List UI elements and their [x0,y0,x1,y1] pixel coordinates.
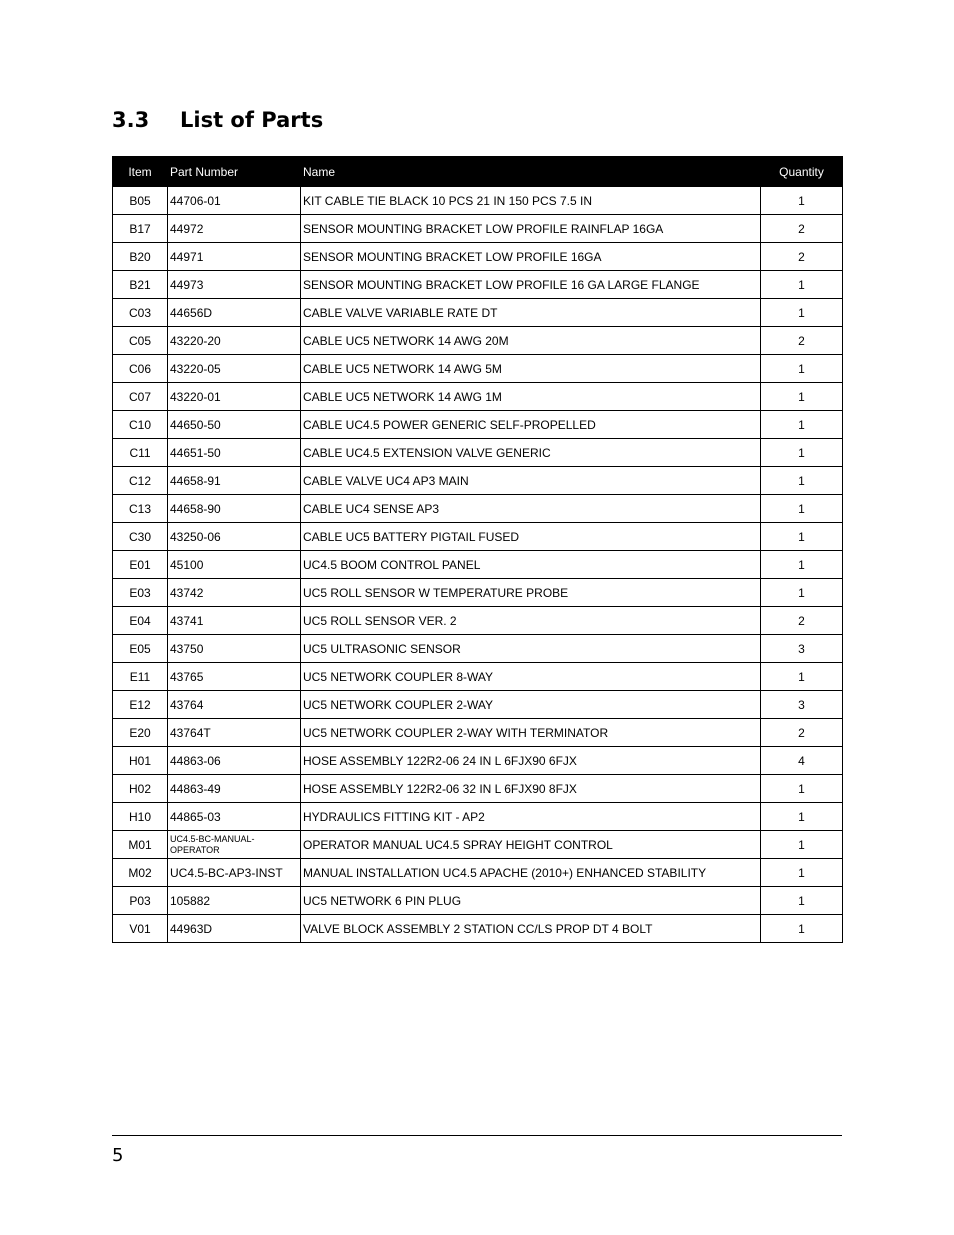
table-row [113,523,843,551]
cell-item: V01 [113,915,168,943]
cell-item: C10 [113,411,168,439]
table-row [113,551,843,579]
cell-item: H01 [113,747,168,775]
cell-part-number: 44651-50 [168,439,301,467]
cell-part-number: UC4.5-BC-MANUAL-OPERATOR [168,831,301,859]
table-row [113,299,843,327]
table-row [113,355,843,383]
header-name: Name [301,157,761,187]
cell-quantity: 1 [761,803,843,831]
cell-part-number: UC4.5-BC-AP3-INST [168,859,301,887]
cell-name: UC5 NETWORK 6 PIN PLUG [301,887,761,915]
cell-quantity: 1 [761,495,843,523]
table-row [113,775,843,803]
cell-quantity: 2 [761,327,843,355]
table-row [113,663,843,691]
table-row [113,579,843,607]
cell-name: MANUAL INSTALLATION UC4.5 APACHE (2010+) ENHANCED STABILITY [301,859,761,887]
cell-item: E20 [113,719,168,747]
cell-name: SENSOR MOUNTING BRACKET LOW PROFILE RAINFLAP 16GA [301,215,761,243]
cell-part-number: 43741 [168,607,301,635]
cell-name: CABLE VALVE UC4 AP3 MAIN [301,467,761,495]
table-row [113,383,843,411]
cell-quantity: 1 [761,439,843,467]
cell-name: CABLE UC5 BATTERY PIGTAIL FUSED [301,523,761,551]
cell-name: CABLE UC5 NETWORK 14 AWG 1M [301,383,761,411]
table-row [113,803,843,831]
table-row [113,243,843,271]
cell-item: C11 [113,439,168,467]
table-row [113,691,843,719]
header-quantity: Quantity [761,157,843,187]
cell-part-number: 43250-06 [168,523,301,551]
cell-part-number: 43750 [168,635,301,663]
section-title: List of Parts [180,108,324,132]
cell-name: OPERATOR MANUAL UC4.5 SPRAY HEIGHT CONTROL [301,831,761,859]
cell-quantity: 1 [761,187,843,215]
cell-part-number: 44706-01 [168,187,301,215]
cell-part-number: 44865-03 [168,803,301,831]
section-number: 3.3 [112,108,150,132]
cell-item: C03 [113,299,168,327]
cell-quantity: 1 [761,859,843,887]
cell-quantity: 1 [761,551,843,579]
table-row [113,215,843,243]
cell-item: E04 [113,607,168,635]
cell-part-number: 44656D [168,299,301,327]
parts-table-body [113,187,843,943]
cell-quantity: 1 [761,271,843,299]
cell-part-number: 43765 [168,663,301,691]
cell-item: B20 [113,243,168,271]
table-row [113,719,843,747]
cell-name: HYDRAULICS FITTING KIT - AP2 [301,803,761,831]
cell-name: CABLE UC5 NETWORK 14 AWG 20M [301,327,761,355]
table-row [113,747,843,775]
cell-quantity: 1 [761,775,843,803]
cell-item: M02 [113,859,168,887]
cell-part-number: 43764 [168,691,301,719]
cell-part-number: 44971 [168,243,301,271]
footer-rule [112,1135,842,1136]
cell-quantity: 2 [761,243,843,271]
table-row [113,915,843,943]
cell-name: UC5 ULTRASONIC SENSOR [301,635,761,663]
cell-quantity: 1 [761,299,843,327]
cell-name: UC5 NETWORK COUPLER 2-WAY [301,691,761,719]
cell-part-number: 43742 [168,579,301,607]
cell-quantity: 2 [761,607,843,635]
cell-quantity: 1 [761,523,843,551]
cell-item: H02 [113,775,168,803]
cell-quantity: 1 [761,579,843,607]
cell-quantity: 2 [761,719,843,747]
cell-item: C05 [113,327,168,355]
cell-quantity: 1 [761,887,843,915]
cell-item: E03 [113,579,168,607]
cell-item: B05 [113,187,168,215]
cell-quantity: 1 [761,915,843,943]
page-number: 5 [112,1145,124,1166]
cell-name: HOSE ASSEMBLY 122R2-06 32 IN L 6FJX90 8FJX [301,775,761,803]
table-header-row [113,157,843,187]
cell-part-number: 44650-50 [168,411,301,439]
cell-name: HOSE ASSEMBLY 122R2-06 24 IN L 6FJX90 6FJX [301,747,761,775]
cell-item: C06 [113,355,168,383]
cell-name: CABLE VALVE VARIABLE RATE DT [301,299,761,327]
cell-name: CABLE UC4.5 EXTENSION VALVE GENERIC [301,439,761,467]
cell-item: E11 [113,663,168,691]
cell-part-number: 45100 [168,551,301,579]
cell-part-number: 44863-49 [168,775,301,803]
cell-item: B17 [113,215,168,243]
cell-item: M01 [113,831,168,859]
table-row [113,607,843,635]
cell-name: CABLE UC4.5 POWER GENERIC SELF-PROPELLED [301,411,761,439]
cell-item: C07 [113,383,168,411]
cell-name: UC5 NETWORK COUPLER 8-WAY [301,663,761,691]
table-row [113,187,843,215]
cell-part-number: 44973 [168,271,301,299]
table-row [113,887,843,915]
table-row [113,327,843,355]
cell-part-number: 44963D [168,915,301,943]
cell-part-number: 43220-20 [168,327,301,355]
cell-quantity: 2 [761,215,843,243]
cell-name: SENSOR MOUNTING BRACKET LOW PROFILE 16 GA LARGE FLANGE [301,271,761,299]
cell-part-number: 44972 [168,215,301,243]
table-row [113,635,843,663]
cell-item: P03 [113,887,168,915]
table-row [113,467,843,495]
cell-name: SENSOR MOUNTING BRACKET LOW PROFILE 16GA [301,243,761,271]
cell-quantity: 3 [761,635,843,663]
cell-item: E01 [113,551,168,579]
table-row [113,439,843,467]
cell-name: UC5 NETWORK COUPLER 2-WAY WITH TERMINATOR [301,719,761,747]
cell-quantity: 3 [761,691,843,719]
cell-quantity: 1 [761,831,843,859]
cell-part-number: 44863-06 [168,747,301,775]
cell-quantity: 1 [761,383,843,411]
cell-part-number: 43220-01 [168,383,301,411]
header-item: Item [113,157,168,187]
cell-quantity: 1 [761,355,843,383]
cell-name: CABLE UC5 NETWORK 14 AWG 5M [301,355,761,383]
cell-item: E05 [113,635,168,663]
header-part-number: Part Number [168,157,301,187]
cell-part-number: 43220-05 [168,355,301,383]
cell-name: UC4.5 BOOM CONTROL PANEL [301,551,761,579]
cell-quantity: 4 [761,747,843,775]
cell-item: C12 [113,467,168,495]
cell-part-number: 44658-91 [168,467,301,495]
cell-part-number: 43764T [168,719,301,747]
table-row [113,271,843,299]
cell-part-number: 44658-90 [168,495,301,523]
cell-item: H10 [113,803,168,831]
cell-name: CABLE UC4 SENSE AP3 [301,495,761,523]
cell-name: UC5 ROLL SENSOR VER. 2 [301,607,761,635]
table-row [113,495,843,523]
parts-table [112,156,843,943]
cell-quantity: 1 [761,663,843,691]
table-row [113,411,843,439]
cell-quantity: 1 [761,467,843,495]
table-row [113,831,843,859]
cell-item: C13 [113,495,168,523]
table-row [113,859,843,887]
cell-part-number: 105882 [168,887,301,915]
cell-item: B21 [113,271,168,299]
cell-name: KIT CABLE TIE BLACK 10 PCS 21 IN 150 PCS 7.5 IN [301,187,761,215]
cell-quantity: 1 [761,411,843,439]
section-heading [112,108,323,132]
cell-name: VALVE BLOCK ASSEMBLY 2 STATION CC/LS PROP DT 4 BOLT [301,915,761,943]
cell-item: E12 [113,691,168,719]
cell-item: C30 [113,523,168,551]
cell-name: UC5 ROLL SENSOR W TEMPERATURE PROBE [301,579,761,607]
